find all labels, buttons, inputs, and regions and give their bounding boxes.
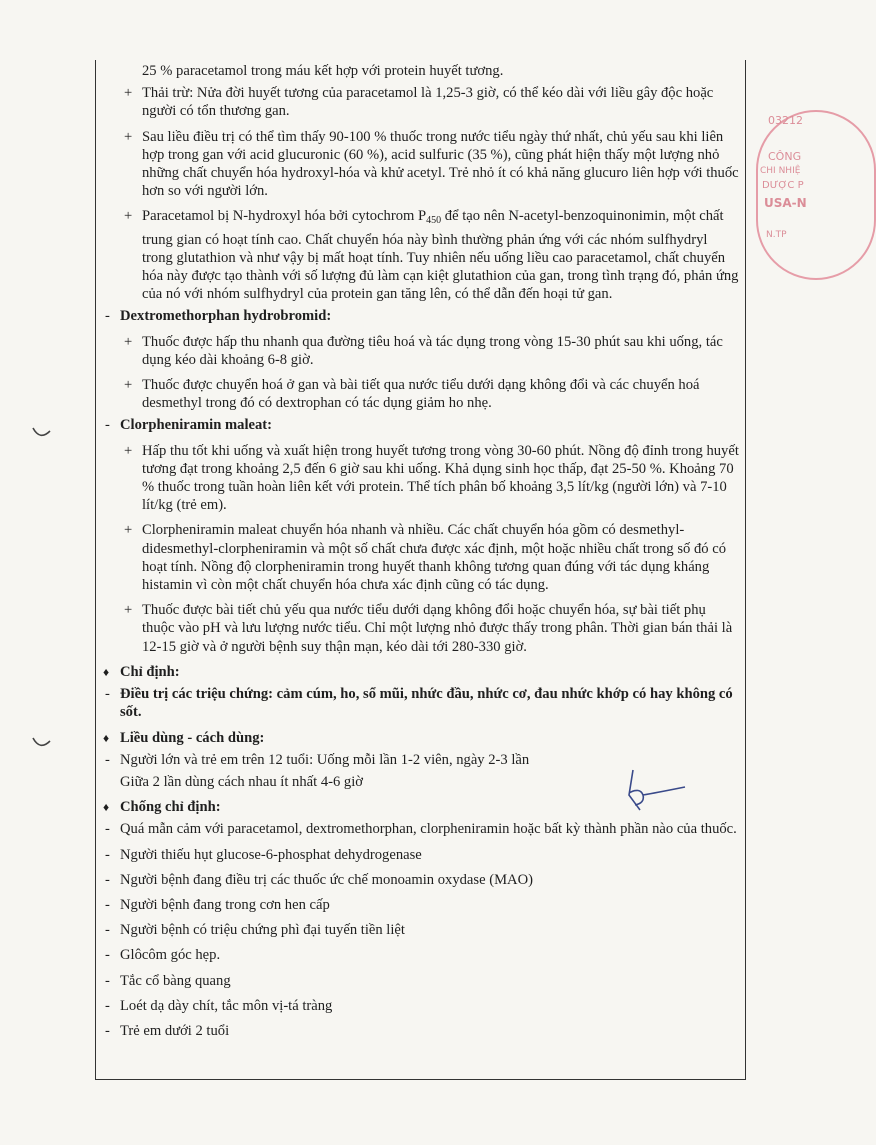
dosage-heading: Liều dùng - cách dùng: [120, 729, 265, 746]
contraindication-text: Người bệnh có triệu chứng phì đại tuyến tiền liệt [120, 922, 405, 939]
chlor-text: Thuốc được bài tiết chủ yếu qua nước tiểu dưới dạng không đổi hoặc chuyển hóa, sự bài tiết phụ thuộc vào pH và lưu lượng nước tiểu. Chỉ một lượng nhỏ được thấy trong phân. Thời gian bán thải là 12-15 giờ và ở người bệnh suy thận mạn, kéo dài tới 280-330 giờ. [142, 602, 733, 655]
section-heading [100, 307, 740, 325]
dash-bullet: - [105, 821, 110, 838]
list-item [100, 846, 740, 864]
contraindication-text: Người bệnh đang điều trị các thuốc ức chế monoamin oxydase (MAO) [120, 871, 533, 888]
list-item [100, 84, 740, 120]
section-heading [100, 416, 740, 434]
contraindication-text: Tắc cổ bàng quang [120, 972, 231, 989]
cyp-text-start: Paracetamol bị N-hydroxyl hóa bởi cytochrom P [142, 208, 427, 225]
list-item [100, 972, 740, 990]
dash-bullet: - [105, 417, 110, 434]
list-item [100, 946, 740, 964]
indication-text: Điều trị các triệu chứng: cảm cúm, ho, sổ mũi, nhức đầu, nhức cơ, đau nhức khớp có hay không có sốt. [120, 686, 733, 721]
plus-bullet: + [124, 442, 133, 459]
binder-mark [30, 735, 54, 753]
plus-bullet: + [124, 333, 133, 350]
diamond-bullet: ♦ [103, 730, 110, 745]
stamp-text: 03212 [768, 114, 803, 127]
list-item [100, 896, 740, 914]
chlor-heading: Clorpheniramin maleat: [120, 417, 273, 434]
company-stamp [756, 100, 866, 290]
list-item [100, 601, 740, 656]
dash-bullet: - [105, 751, 110, 768]
plus-bullet: + [124, 377, 133, 394]
section-heading [100, 729, 740, 747]
cytochrome-text [142, 207, 740, 303]
plus-bullet: + [124, 128, 133, 145]
dextro-text: Thuốc được chuyển hoá ở gan và bài tiết qua nước tiểu dưới dạng không đổi và các chuyển hoá desmethyl trong đó có dextrophan có tác dụng giảm ho nhẹ. [142, 377, 700, 412]
continuation-line [100, 62, 740, 80]
dash-bullet: - [105, 871, 110, 888]
plus-bullet: + [124, 602, 133, 619]
binder-mark [30, 425, 54, 443]
section-heading [100, 663, 740, 681]
list-item [100, 685, 740, 721]
list-item [100, 207, 740, 303]
contraindication-text: Người thiếu hụt glucose-6-phosphat dehydrogenase [120, 846, 422, 863]
elimination-text: Thải trừ: Nửa đời huyết tương của paracetamol là 1,25-3 giờ, có thể kéo dài với liều gây độc hoặc người có tổn thương gan. [142, 85, 714, 120]
stamp-ring [756, 110, 876, 280]
list-item [100, 521, 740, 594]
dosage-interval-text: Giữa 2 lần dùng cách nhau ít nhất 4-6 giờ [120, 773, 363, 790]
stamp-text: DƯỢC P [762, 180, 804, 191]
contraindication-text: Glôcôm góc hẹp. [120, 947, 221, 964]
contraindication-text: Loét dạ dày chít, tắc môn vị-tá tràng [120, 997, 333, 1014]
dash-bullet: - [105, 947, 110, 964]
list-item [100, 128, 740, 201]
list-item [100, 820, 740, 838]
cyp-subscript: 450 [426, 215, 442, 227]
contraindication-text: Người bệnh đang trong cơn hen cấp [120, 896, 330, 913]
dash-bullet: - [105, 922, 110, 939]
stamp-text: N.TP [766, 230, 787, 240]
dash-bullet: - [105, 1022, 110, 1039]
dash-bullet: - [105, 997, 110, 1014]
indication-heading: Chỉ định: [120, 663, 180, 680]
list-item [100, 1022, 740, 1040]
dextro-heading: Dextromethorphan hydrobromid: [120, 308, 332, 325]
plus-bullet: + [124, 522, 133, 539]
signature-mark [615, 765, 695, 815]
dosage-text: Người lớn và trẻ em trên 12 tuổi: Uống mỗi lần 1-2 viên, ngày 2-3 lần [120, 751, 530, 768]
list-item [100, 376, 740, 412]
dash-bullet: - [105, 686, 110, 703]
cyp-text-end: để tạo nên N-acetyl-benzoquinonimin, một chất trung gian có hoạt tính cao. Chất chuyển hóa này bình thường phản ứng với các nhóm sulfhydryl trong glutathion và như vậy bị mất hoạt tính. Tuy nhiên nếu uống liều cao paracetamol, chất chuyển hóa này được tạo thành với số lượng đủ làm cạn kiệt glutathion của gan, trong tình trạng đó, phản ứng của nó với nhóm sulfhydryl của protein gan tăng lên, có thể dẫn đến hoại tử gan. [142, 208, 739, 303]
list-item [100, 921, 740, 939]
excretion-text: Sau liều điều trị có thể tìm thấy 90-100 % thuốc trong nước tiểu ngày thứ nhất, chủ yếu sau khi liên hợp trong gan với acid glucuronic (60 %), acid sulfuric (35 %), cũng phát hiện thấy một lượng nhỏ những chất chuyển hóa hydroxyl-hóa và khử acetyl. Trẻ nhỏ ít có khả năng glucuro liên hợp với thuốc hơn so với người lớn. [142, 128, 739, 200]
stamp-text: USA-N [764, 196, 807, 210]
contraindication-heading: Chống chỉ định: [120, 799, 221, 816]
list-item [100, 333, 740, 369]
list-item [100, 871, 740, 889]
document-body [100, 62, 740, 1040]
list-item [100, 442, 740, 515]
diamond-bullet: ♦ [103, 800, 110, 815]
chlor-text: Clorpheniramin maleat chuyển hóa nhanh và nhiều. Các chất chuyển hóa gồm có desmethyl-didesmethyl-clorpheniramin và một số chất chưa được xác định, một hoặc nhiều chất trong số đó có hoạt tính. Nồng độ clorpheniramin trong huyết thanh không tương quan đúng với tác dụng kháng histamin vì còn một chất chuyển hóa chưa xác định cũng có tác dụng. [142, 522, 727, 594]
stamp-text: CHI NHIỆ [760, 166, 801, 176]
continuation-text: 25 % paracetamol trong máu kết hợp với protein huyết tương. [142, 63, 504, 79]
diamond-bullet: ♦ [103, 664, 110, 679]
contraindication-text: Trẻ em dưới 2 tuổi [120, 1022, 230, 1039]
plus-bullet: + [124, 85, 133, 102]
list-item [100, 997, 740, 1015]
chlor-text: Hấp thu tốt khi uống và xuất hiện trong huyết tương trong vòng 30-60 phút. Nồng độ đỉnh trong huyết tương đạt trong khoảng 2,5 đến 6 giờ sau khi uống. Khả dụng sinh học thấp, đạt 25-50 %. Khoảng 70 % thuốc trong tuần hoàn liên kết với protein. Thể tích phân bố khoảng 3,5 lít/kg (người lớn) và 7-10 lít/kg (trẻ em). [142, 442, 739, 514]
dash-bullet: - [105, 896, 110, 913]
dash-bullet: - [105, 972, 110, 989]
contraindication-text: Quá mẫn cảm với paracetamol, dextromethorphan, clorpheniramin hoặc bất kỳ thành phần nào của thuốc. [120, 821, 737, 838]
dash-bullet: - [105, 308, 110, 325]
plus-bullet: + [124, 208, 133, 225]
dextro-text: Thuốc được hấp thu nhanh qua đường tiêu hoá và tác dụng trong vòng 15-30 phút sau khi uống, tác dụng kéo dài khoảng 6-8 giờ. [142, 333, 723, 368]
stamp-text: CÔNG [768, 150, 802, 163]
dash-bullet: - [105, 846, 110, 863]
